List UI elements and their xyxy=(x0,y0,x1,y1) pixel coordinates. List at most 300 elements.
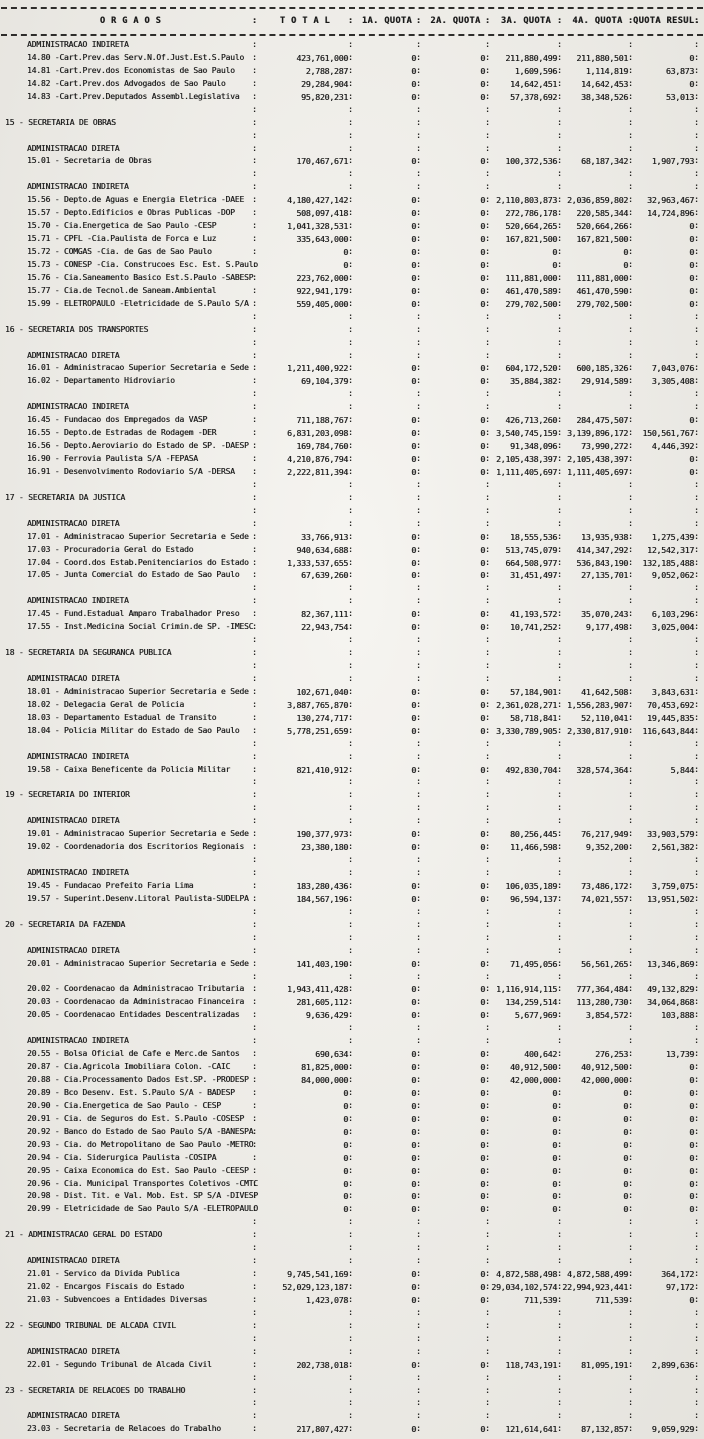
cell-value xyxy=(353,582,421,595)
row-label: 17 - SECRETARIA DA JUSTICA : xyxy=(4,492,257,505)
cell-value xyxy=(257,1397,353,1410)
cell-value: 0 : xyxy=(490,1100,562,1113)
cell-value: 150,561,767 : xyxy=(633,427,699,440)
cell-value xyxy=(257,1229,353,1242)
cell-value: 0 : xyxy=(421,557,490,570)
table-row xyxy=(0,1190,704,1203)
row-label: 22.01 - Segundo Tribunal de Alcada Civil : xyxy=(4,1359,257,1372)
cell-value xyxy=(490,647,562,660)
group-row xyxy=(0,945,704,958)
cell-value: 63,873 : xyxy=(633,65,699,78)
table-row xyxy=(0,621,704,634)
cell-value: 0 : xyxy=(257,1178,353,1191)
cell-value: 0 : xyxy=(562,246,633,259)
cell-value xyxy=(633,945,699,958)
cell-value xyxy=(490,104,562,117)
cell-value xyxy=(421,337,490,350)
table-row xyxy=(0,1100,704,1113)
cell-value: 0 : xyxy=(353,531,421,544)
cell-value xyxy=(353,337,421,350)
cell-value: 0 : xyxy=(421,233,490,246)
row-label xyxy=(4,1022,257,1035)
cell-value: 3,305,408 : xyxy=(633,375,699,388)
cell-value xyxy=(490,130,562,143)
cell-value: 0 : xyxy=(353,427,421,440)
cell-value: 0 : xyxy=(421,1281,490,1294)
row-label: 16.02 - Departamento Hidroviario : xyxy=(4,375,257,388)
cell-value: 0 : xyxy=(421,1074,490,1087)
spacer-row xyxy=(0,854,704,867)
cell-value: 1,111,405,697 : xyxy=(490,466,562,479)
cell-value xyxy=(490,1255,562,1268)
cell-value: 14,642,453 : xyxy=(562,78,633,91)
cell-value xyxy=(490,789,562,802)
cell-value xyxy=(353,660,421,673)
cell-value xyxy=(562,39,633,52)
cell-value: 0 : xyxy=(353,569,421,582)
cell-value: 279,702,500 : xyxy=(562,298,633,311)
table-row xyxy=(0,246,704,259)
cell-value: 74,021,557 : xyxy=(562,893,633,906)
cell-value xyxy=(353,388,421,401)
cell-value: 0 : xyxy=(353,194,421,207)
cell-value xyxy=(562,906,633,919)
row-label: 20.02 - Coordenacao da Administracao Tributaria : xyxy=(4,983,257,996)
cell-value xyxy=(562,660,633,673)
row-label: 21.03 - Subvencoes a Entidades Diversas : xyxy=(4,1294,257,1307)
cell-value xyxy=(562,143,633,156)
cell-value: 0 : xyxy=(353,233,421,246)
cell-value: 116,643,844 : xyxy=(633,725,699,738)
cell-value xyxy=(633,932,699,945)
cell-value: 508,097,418 : xyxy=(257,207,353,220)
row-label xyxy=(4,1397,257,1410)
table-row xyxy=(0,1087,704,1100)
cell-value: 0 : xyxy=(421,272,490,285)
cell-value xyxy=(633,854,699,867)
cell-value: 73,990,272 : xyxy=(562,440,633,453)
cell-value xyxy=(257,104,353,117)
cell-value xyxy=(633,492,699,505)
cell-value: 0 : xyxy=(257,1190,353,1203)
cell-value xyxy=(490,971,562,984)
cell-value: 22,943,754 : xyxy=(257,621,353,634)
row-label: 21.02 - Encargos Fiscais do Estado : xyxy=(4,1281,257,1294)
row-label: 15.99 - ELETROPAULO -Eletricidade de S.Paulo S/A : xyxy=(4,298,257,311)
cell-value: 0 : xyxy=(490,246,562,259)
cell-value xyxy=(353,945,421,958)
cell-value: 0 : xyxy=(257,1165,353,1178)
cell-value: 0 : xyxy=(421,686,490,699)
cell-value: 0 : xyxy=(490,1126,562,1139)
table-row xyxy=(0,1294,704,1307)
cell-value: 0 : xyxy=(633,298,699,311)
group-row xyxy=(0,401,704,414)
column-header-3a-quota: 3A. QUOTA : xyxy=(490,16,562,26)
spacer-row xyxy=(0,802,704,815)
cell-value: 0 : xyxy=(421,259,490,272)
cell-value xyxy=(633,143,699,156)
cell-value: 600,185,326 : xyxy=(562,362,633,375)
cell-value: 0 : xyxy=(562,1087,633,1100)
cell-value xyxy=(490,337,562,350)
cell-value: 0 : xyxy=(633,414,699,427)
table-row xyxy=(0,466,704,479)
cell-value xyxy=(562,181,633,194)
spacer-row xyxy=(0,337,704,350)
table-body xyxy=(0,39,704,1436)
cell-value xyxy=(421,802,490,815)
cell-value: 284,475,507 : xyxy=(562,414,633,427)
cell-value xyxy=(421,479,490,492)
row-label: ADMINISTRACAO DIRETA : xyxy=(4,673,257,686)
cell-value xyxy=(421,518,490,531)
cell-value xyxy=(421,971,490,984)
cell-value xyxy=(353,789,421,802)
cell-value xyxy=(562,595,633,608)
cell-value xyxy=(490,311,562,324)
row-label: 14.80 -Cart.Prev.das Serv.N.Of.Just.Est.S.Paulo : xyxy=(4,52,257,65)
cell-value xyxy=(257,854,353,867)
cell-value: 0 : xyxy=(421,1268,490,1281)
cell-value xyxy=(257,479,353,492)
cell-value xyxy=(633,505,699,518)
cell-value xyxy=(562,932,633,945)
cell-value: 0 : xyxy=(421,91,490,104)
cell-value: 6,103,296 : xyxy=(633,608,699,621)
cell-value: 0 : xyxy=(353,983,421,996)
cell-value: 0 : xyxy=(562,1100,633,1113)
row-label xyxy=(4,660,257,673)
cell-value xyxy=(633,802,699,815)
cell-value xyxy=(633,867,699,880)
cell-value xyxy=(421,1022,490,1035)
cell-value xyxy=(421,660,490,673)
cell-value: 0 : xyxy=(353,1268,421,1281)
cell-value: 0 : xyxy=(633,1178,699,1191)
cell-value: 40,912,500 : xyxy=(562,1061,633,1074)
cell-value xyxy=(633,776,699,789)
cell-value xyxy=(562,1216,633,1229)
cell-value: 58,718,841 : xyxy=(490,712,562,725)
cell-value: 32,963,467 : xyxy=(633,194,699,207)
cell-value xyxy=(421,350,490,363)
table-row xyxy=(0,233,704,246)
cell-value: 0 : xyxy=(633,78,699,91)
row-label xyxy=(4,130,257,143)
cell-value xyxy=(421,1307,490,1320)
cell-value xyxy=(490,582,562,595)
cell-value xyxy=(562,1385,633,1398)
cell-value: 167,821,500 : xyxy=(562,233,633,246)
cell-value: 53,013 : xyxy=(633,91,699,104)
cell-value: 777,364,484 : xyxy=(562,983,633,996)
cell-value xyxy=(353,919,421,932)
cell-value xyxy=(421,1385,490,1398)
group-row xyxy=(0,1410,704,1423)
table-row xyxy=(0,996,704,1009)
cell-value: 106,035,189 : xyxy=(490,880,562,893)
row-label: 23.03 - Secretaria de Relacoes do Trabalho : xyxy=(4,1423,257,1436)
cell-value: 0 : xyxy=(490,1152,562,1165)
cell-value: 2,788,287 : xyxy=(257,65,353,78)
table-row xyxy=(0,298,704,311)
row-label: 17.03 - Procuradoria Geral do Estado : xyxy=(4,544,257,557)
cell-value: 0 : xyxy=(421,1178,490,1191)
cell-value: 0 : xyxy=(257,1126,353,1139)
cell-value: 0 : xyxy=(562,1113,633,1126)
row-label: 17.45 - Fund.Estadual Amparo Trabalhador Preso : xyxy=(4,608,257,621)
cell-value xyxy=(633,117,699,130)
cell-value: 0 : xyxy=(353,764,421,777)
cell-value: 922,941,179 : xyxy=(257,285,353,298)
row-label xyxy=(4,634,257,647)
cell-value xyxy=(421,168,490,181)
cell-value: 0 : xyxy=(353,621,421,634)
cell-value xyxy=(633,104,699,117)
cell-value: 4,446,392 : xyxy=(633,440,699,453)
cell-value: 103,888 : xyxy=(633,1009,699,1022)
table-row xyxy=(0,544,704,557)
cell-value xyxy=(633,971,699,984)
cell-value xyxy=(633,401,699,414)
cell-value xyxy=(562,1022,633,1035)
cell-value xyxy=(490,1385,562,1398)
cell-value: 0 : xyxy=(633,1139,699,1152)
cell-value: 42,000,000 : xyxy=(562,1074,633,1087)
cell-value: 0 : xyxy=(633,233,699,246)
cell-value: 1,907,793 : xyxy=(633,155,699,168)
cell-value xyxy=(633,789,699,802)
cell-value xyxy=(421,1255,490,1268)
cell-value: 4,872,588,499 : xyxy=(562,1268,633,1281)
cell-value: 461,470,590 : xyxy=(562,285,633,298)
row-label: 20.03 - Coordenacao da Administracao Financeira : xyxy=(4,996,257,1009)
cell-value xyxy=(633,1385,699,1398)
cell-value: 0 : xyxy=(421,1113,490,1126)
cell-value xyxy=(353,311,421,324)
row-label: 16.91 - Desenvolvimento Rodoviario S/A -DERSA : xyxy=(4,466,257,479)
cell-value xyxy=(421,634,490,647)
row-label: 19.02 - Coordenadoria dos Escritorios Regionais : xyxy=(4,841,257,854)
cell-value: 400,642 : xyxy=(490,1048,562,1061)
table-row xyxy=(0,1203,704,1216)
cell-value xyxy=(421,1346,490,1359)
cell-value: 0 : xyxy=(633,1087,699,1100)
section-row xyxy=(0,647,704,660)
cell-value: 272,786,178 : xyxy=(490,207,562,220)
cell-value xyxy=(562,673,633,686)
row-label: 20.87 - Cia.Agricola Imobiliara Colon. -CAIC : xyxy=(4,1061,257,1074)
cell-value xyxy=(257,168,353,181)
cell-value xyxy=(562,401,633,414)
section-row xyxy=(0,324,704,337)
cell-value: 22,994,923,441 : xyxy=(562,1281,633,1294)
cell-value: 73,486,172 : xyxy=(562,880,633,893)
cell-value: 0 : xyxy=(421,78,490,91)
spacer-row xyxy=(0,479,704,492)
cell-value xyxy=(421,1372,490,1385)
cell-value: 81,095,191 : xyxy=(562,1359,633,1372)
cell-value xyxy=(421,1242,490,1255)
row-label: ADMINISTRACAO INDIRETA : xyxy=(4,401,257,414)
cell-value xyxy=(633,582,699,595)
cell-value: 0 : xyxy=(353,466,421,479)
cell-value: 220,585,344 : xyxy=(562,207,633,220)
table-row xyxy=(0,828,704,841)
cell-value xyxy=(633,673,699,686)
cell-value: 0 : xyxy=(490,1165,562,1178)
row-label: 16.01 - Administracao Superior Secretaria e Sede : xyxy=(4,362,257,375)
spacer-row xyxy=(0,582,704,595)
row-label: ADMINISTRACAO DIRETA : xyxy=(4,945,257,958)
row-label: 20.99 - Eletricidade de Sao Paulo S/A -ELETROPAULO : xyxy=(4,1203,257,1216)
cell-value xyxy=(421,932,490,945)
cell-value: 2,899,636 : xyxy=(633,1359,699,1372)
cell-value: 118,743,191 : xyxy=(490,1359,562,1372)
cell-value: 1,556,283,907 : xyxy=(562,699,633,712)
row-label: 16.45 - Fundacao dos Empregados da VASP : xyxy=(4,414,257,427)
cell-value: 0 : xyxy=(353,1178,421,1191)
cell-value xyxy=(490,518,562,531)
cell-value: 559,405,000 : xyxy=(257,298,353,311)
cell-value xyxy=(353,181,421,194)
cell-value: 121,614,641 : xyxy=(490,1423,562,1436)
row-label: 20.93 - Cia. do Metropolitano de Sao Paulo -METRO : xyxy=(4,1139,257,1152)
cell-value: 0 : xyxy=(421,207,490,220)
cell-value: 423,761,000 : xyxy=(257,52,353,65)
row-label: 16 - SECRETARIA DOS TRANSPORTES : xyxy=(4,324,257,337)
row-label: 15.70 - Cia.Energetica de Sao Paulo -CESP : xyxy=(4,220,257,233)
spacer-row xyxy=(0,971,704,984)
row-label: 20.92 - Banco do Estado de Sao Paulo S/A -BANESPA : xyxy=(4,1126,257,1139)
cell-value: 0 : xyxy=(562,1165,633,1178)
cell-value: 0 : xyxy=(353,725,421,738)
cell-value xyxy=(490,1397,562,1410)
row-label: 20.91 - Cia. de Seguros do Est. S.Paulo -COSESP : xyxy=(4,1113,257,1126)
cell-value: 0 : xyxy=(353,686,421,699)
cell-value: 9,059,929 : xyxy=(633,1423,699,1436)
cell-value: 0 : xyxy=(633,246,699,259)
cell-value xyxy=(421,1229,490,1242)
cell-value: 80,256,445 : xyxy=(490,828,562,841)
cell-value: 40,912,500 : xyxy=(490,1061,562,1074)
cell-value: 0 : xyxy=(353,1152,421,1165)
cell-value xyxy=(257,906,353,919)
group-row xyxy=(0,143,704,156)
cell-value: 9,636,429 : xyxy=(257,1009,353,1022)
cell-value: 29,034,102,574 : xyxy=(490,1281,562,1294)
cell-value: 0 : xyxy=(421,65,490,78)
cell-value xyxy=(257,867,353,880)
cell-value: 0 : xyxy=(353,453,421,466)
cell-value xyxy=(421,582,490,595)
group-row xyxy=(0,751,704,764)
cell-value: 0 : xyxy=(490,1190,562,1203)
row-label: 17.01 - Administracao Superior Secretaria e Sede : xyxy=(4,531,257,544)
cell-value xyxy=(633,1022,699,1035)
cell-value xyxy=(490,1035,562,1048)
cell-value: 1,211,400,922 : xyxy=(257,362,353,375)
cell-value: 13,951,502 : xyxy=(633,893,699,906)
row-label: 18.04 - Policia Militar do Estado de Sao Paulo : xyxy=(4,725,257,738)
row-label: 15.73 - CONESP -Cia. Construcoes Esc. Est. S.Paulo : xyxy=(4,259,257,272)
cell-value: 0 : xyxy=(353,1126,421,1139)
cell-value xyxy=(257,932,353,945)
cell-value: 132,185,488 : xyxy=(633,557,699,570)
row-label xyxy=(4,388,257,401)
cell-value xyxy=(353,802,421,815)
cell-value: 0 : xyxy=(353,1139,421,1152)
row-label xyxy=(4,1333,257,1346)
table-row xyxy=(0,531,704,544)
cell-value: 5,778,251,659 : xyxy=(257,725,353,738)
cell-value xyxy=(490,595,562,608)
cell-value: 70,453,692 : xyxy=(633,699,699,712)
cell-value: 96,594,137 : xyxy=(490,893,562,906)
cell-value: 0 : xyxy=(257,1100,353,1113)
cell-value: 0 : xyxy=(353,699,421,712)
cell-value: 281,605,112 : xyxy=(257,996,353,1009)
cell-value xyxy=(421,324,490,337)
cell-value: 0 : xyxy=(353,91,421,104)
cell-value xyxy=(257,919,353,932)
cell-value: 2,105,438,397 : xyxy=(490,453,562,466)
cell-value xyxy=(490,906,562,919)
cell-value: 0 : xyxy=(421,841,490,854)
cell-value: 0 : xyxy=(633,285,699,298)
cell-value xyxy=(633,181,699,194)
cell-value: 0 : xyxy=(421,298,490,311)
cell-value: 276,253 : xyxy=(562,1048,633,1061)
cell-value xyxy=(353,815,421,828)
row-label: ADMINISTRACAO DIRETA : xyxy=(4,143,257,156)
cell-value xyxy=(421,647,490,660)
cell-value: 0 : xyxy=(353,608,421,621)
cell-value xyxy=(353,350,421,363)
cell-value xyxy=(490,1229,562,1242)
table-row xyxy=(0,557,704,570)
table-row xyxy=(0,608,704,621)
cell-value xyxy=(562,789,633,802)
row-label: ADMINISTRACAO DIRETA : xyxy=(4,1410,257,1423)
cell-value: 0 : xyxy=(421,1126,490,1139)
cell-value: 0 : xyxy=(353,246,421,259)
row-label: 15.76 - Cia.Saneamento Basico Est.S.Paulo -SABESP : xyxy=(4,272,257,285)
column-header-orgaos: O R G A O S : xyxy=(4,16,257,26)
cell-value xyxy=(490,117,562,130)
table-row xyxy=(0,1281,704,1294)
cell-value xyxy=(353,1385,421,1398)
cell-value: 0 : xyxy=(562,259,633,272)
row-label xyxy=(4,854,257,867)
cell-value: 2,361,028,271 : xyxy=(490,699,562,712)
spacer-row xyxy=(0,168,704,181)
cell-value: 328,574,364 : xyxy=(562,764,633,777)
cell-value: 0 : xyxy=(421,828,490,841)
cell-value: 0 : xyxy=(353,1165,421,1178)
group-row xyxy=(0,595,704,608)
cell-value: 0 : xyxy=(421,1165,490,1178)
cell-value: 0 : xyxy=(353,1190,421,1203)
cell-value: 0 : xyxy=(421,1009,490,1022)
cell-value xyxy=(490,660,562,673)
row-label: 18.01 - Administracao Superior Secretaria e Sede : xyxy=(4,686,257,699)
cell-value: 520,664,265 : xyxy=(490,220,562,233)
cell-value xyxy=(353,492,421,505)
cell-value xyxy=(257,738,353,751)
cell-value xyxy=(421,751,490,764)
